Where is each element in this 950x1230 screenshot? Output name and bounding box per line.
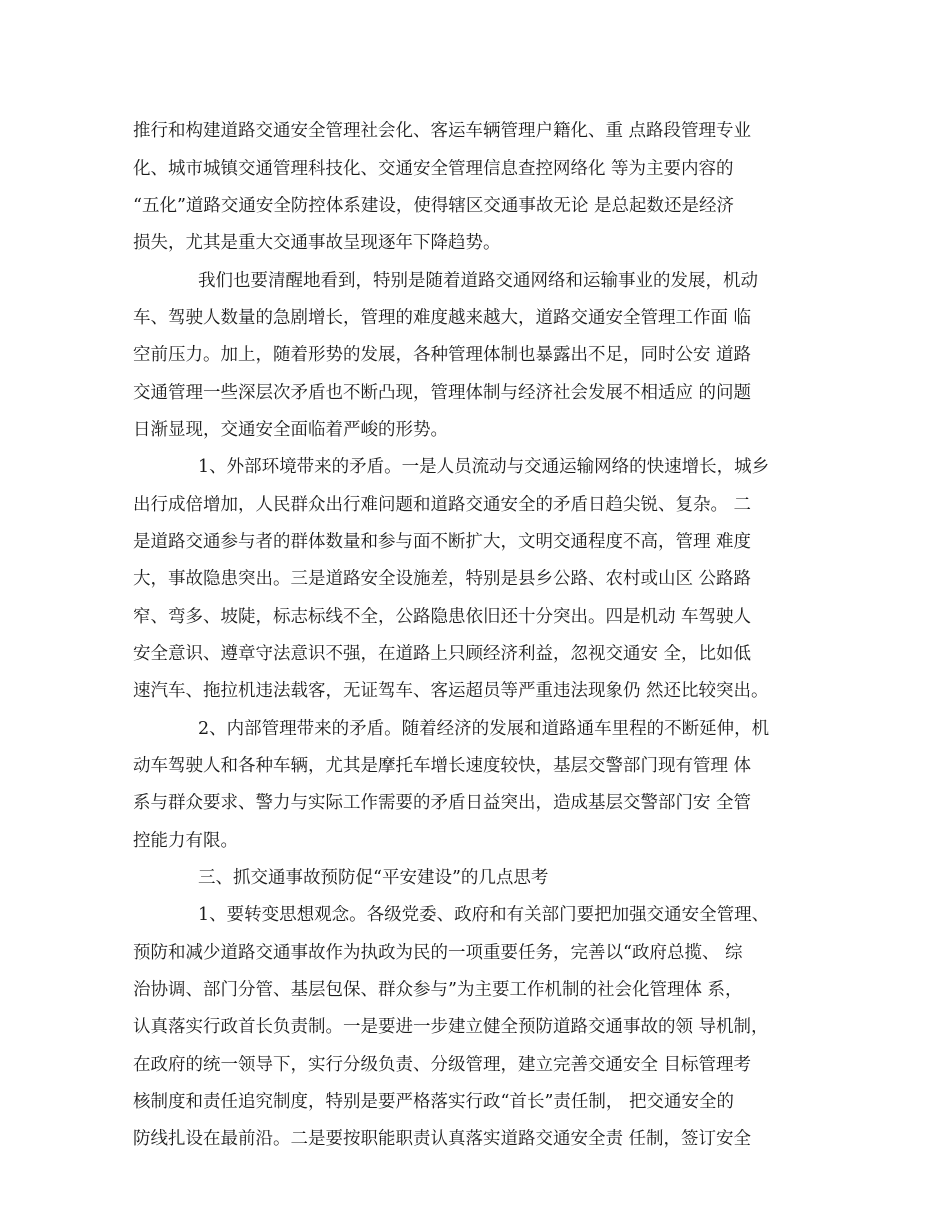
text-line: 交通管理一些深层次矛盾也不断凸现，管理体制与经济社会发展不相适应 的问题	[133, 383, 752, 403]
text-line: 大，事故隐患突出。三是道路安全设施差，特别是县乡公路、农村或山区 公路路	[133, 569, 752, 589]
section-heading: 三、抓交通事故预防促“平安建设”的几点思考	[198, 868, 549, 888]
text-line: 防线扎设在最前沿。二是要按职能职责认真落实道路交通安全责 任制，签订安全	[133, 1129, 752, 1149]
text-line: 推行和构建道路交通安全管理社会化、客运车辆管理户籍化、重 点路段管理专业	[133, 121, 752, 141]
text-line: 1、要转变思想观念。各级党委、政府和有关部门要把加强交通安全管理、	[198, 905, 770, 925]
text-line: 是道路交通参与者的群体数量和参与面不断扩大，文明交通程度不高，管理 难度	[133, 532, 752, 552]
text-line: 速汽车、拖拉机违法载客，无证驾车、客运超员等严重违法现象仍 然还比较突出。	[133, 681, 769, 701]
text-line: 出行成倍增加，人民群众出行难问题和道路交通安全的矛盾日趋尖锐、复杂。 二	[133, 495, 752, 515]
text-line: 系与群众要求、警力与实际工作需要的矛盾日益突出，造成基层交警部门安 全管	[133, 793, 752, 813]
text-line: 日渐显现，交通安全面临着严峻的形势。	[133, 420, 448, 440]
text-line: 安全意识、遵章守法意识不强，在道路上只顾经济利益，忽视交通安 全，比如低	[133, 644, 752, 664]
text-line: 在政府的统一领导下，实行分级负责、分级管理，建立完善交通安全 目标管理考	[133, 1055, 752, 1075]
text-line: 空前压力。加上，随着形势的发展，各种管理体制也暴露出不足，同时公安 道路	[133, 345, 752, 365]
text-line: 治协调、部门分管、基层包保、群众参与”为主要工作机制的社会化管理体 系，	[133, 980, 743, 1000]
text-line: 1、外部环境带来的矛盾。一是人员流动与交通运输网络的快速增长，城乡	[198, 457, 770, 477]
text-line: 化、城市城镇交通管理科技化、交通安全管理信息查控网络化 等为主要内容的	[133, 159, 734, 179]
text-line: “五化”道路交通安全防控体系建设，使得辖区交通事故无论 是总起数还是经济	[133, 196, 734, 216]
text-line: 动车驾驶人和各种车辆，尤其是摩托车增长速度较快，基层交警部门现有管理 体	[133, 756, 752, 776]
text-line: 窄、弯多、坡陡，标志标线不全，公路隐患依旧还十分突出。四是机动 车驾驶人	[133, 607, 752, 627]
text-line: 我们也要清醒地看到，特别是随着道路交通网络和运输事业的发展，机动	[198, 271, 758, 291]
text-line: 控能力有限。	[133, 831, 238, 851]
text-line: 核制度和责任追究制度，特别是要严格落实行政“首长”责任制， 把交通安全的	[133, 1092, 734, 1112]
text-line: 认真落实行政首长负责制。一是要进一步建立健全预防道路交通事故的领 导机制，	[133, 1017, 769, 1037]
text-line: 车、驾驶人数量的急剧增长，管理的难度越来越大，道路交通安全管理工作面 临	[133, 308, 752, 328]
text-line: 2、内部管理带来的矛盾。随着经济的发展和道路通车里程的不断延伸，机	[198, 719, 770, 739]
text-line: 预防和减少道路交通事故作为执政为民的一项重要任务，完善以“政府总揽、 综	[133, 943, 743, 963]
text-line: 损失，尤其是重大交通事故呈现逐年下降趋势。	[133, 233, 501, 253]
